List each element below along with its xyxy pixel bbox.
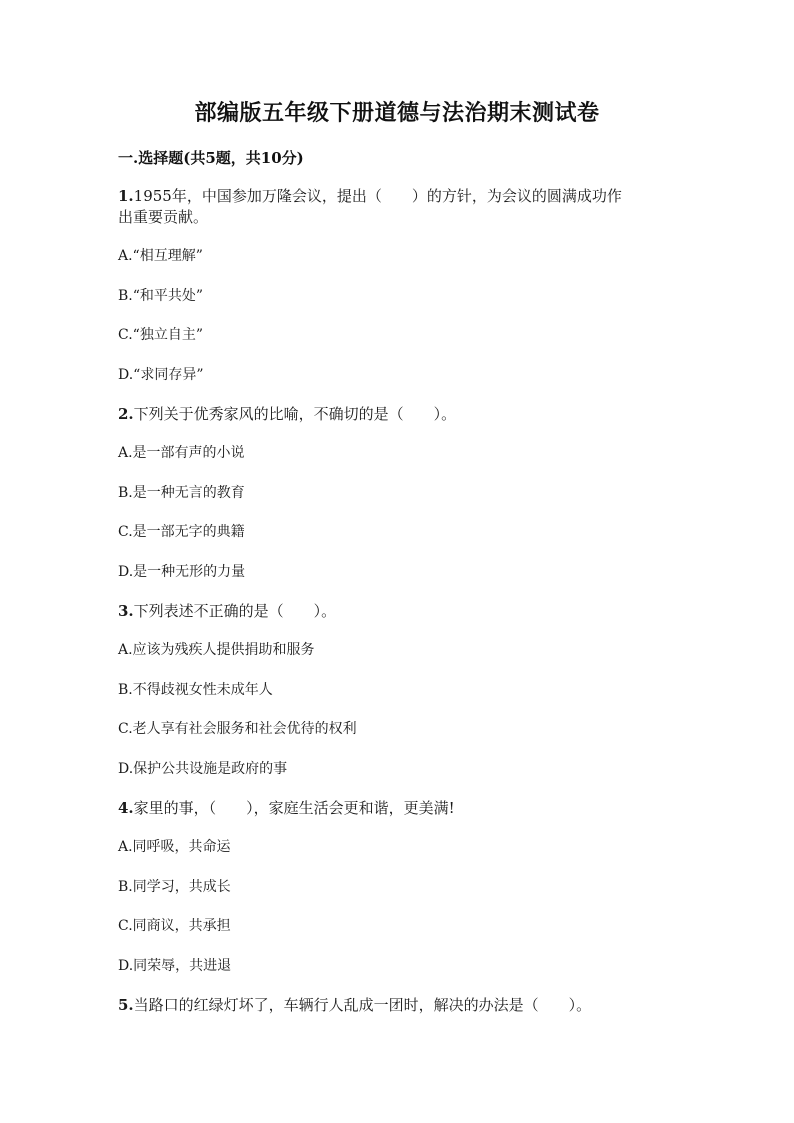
page-title: 部编版五年级下册道德与法治期末测试卷: [194, 100, 600, 126]
question-text: 1955年，中国参加万隆会议，提出（ ）的方针，为会议的圆满成功作: [133, 187, 622, 205]
question-text: 家里的事，（ ），家庭生活会更和谐，更美满!: [133, 799, 455, 817]
question-number: 2.: [118, 405, 134, 423]
option-a: A.“相互理解”: [118, 248, 203, 264]
option-a: A.同呼吸，共命运: [118, 839, 231, 855]
question-number: 5.: [118, 996, 134, 1014]
option-d: D.是一种无形的力量: [118, 564, 246, 580]
option-c: C.“独立自主”: [118, 327, 203, 343]
question-3: [118, 600, 336, 622]
option-c: C.同商议，共承担: [118, 918, 231, 934]
option-b: B.是一种无言的教育: [118, 485, 245, 501]
question-text: 下列关于优秀家风的比喻，不确切的是（ ）。: [133, 405, 457, 423]
question-text: 下列表述不正确的是（ ）。: [133, 602, 337, 620]
question-number: 1.: [118, 187, 134, 205]
question-5: [118, 994, 591, 1016]
option-b: B.不得歧视女性未成年人: [118, 682, 273, 698]
question-4: [118, 797, 455, 819]
option-d: D.保护公共设施是政府的事: [118, 761, 288, 777]
section-heading: 一.选择题(共5题，共10分): [118, 149, 304, 167]
option-b: B.“和平共处”: [118, 288, 204, 304]
option-c: C.是一部无字的典籍: [118, 524, 245, 540]
question-2: [118, 403, 456, 425]
question-1: [118, 185, 622, 207]
option-a: A.应该为残疾人提供捐助和服务: [118, 642, 315, 658]
question-number: 4.: [118, 799, 134, 817]
option-a: A.是一部有声的小说: [118, 445, 245, 461]
question-number: 3.: [118, 602, 134, 620]
question-text: 当路口的红绿灯坏了，车辆行人乱成一团时，解决的办法是（ ）。: [133, 996, 592, 1014]
option-d: D.同荣辱，共进退: [118, 958, 232, 974]
question-1-continued: 出重要贡献。: [118, 208, 209, 226]
option-d: D.“求同存异”: [118, 367, 204, 383]
option-b: B.同学习，共成长: [118, 879, 231, 895]
option-c: C.老人享有社会服务和社会优待的权利: [118, 721, 357, 737]
